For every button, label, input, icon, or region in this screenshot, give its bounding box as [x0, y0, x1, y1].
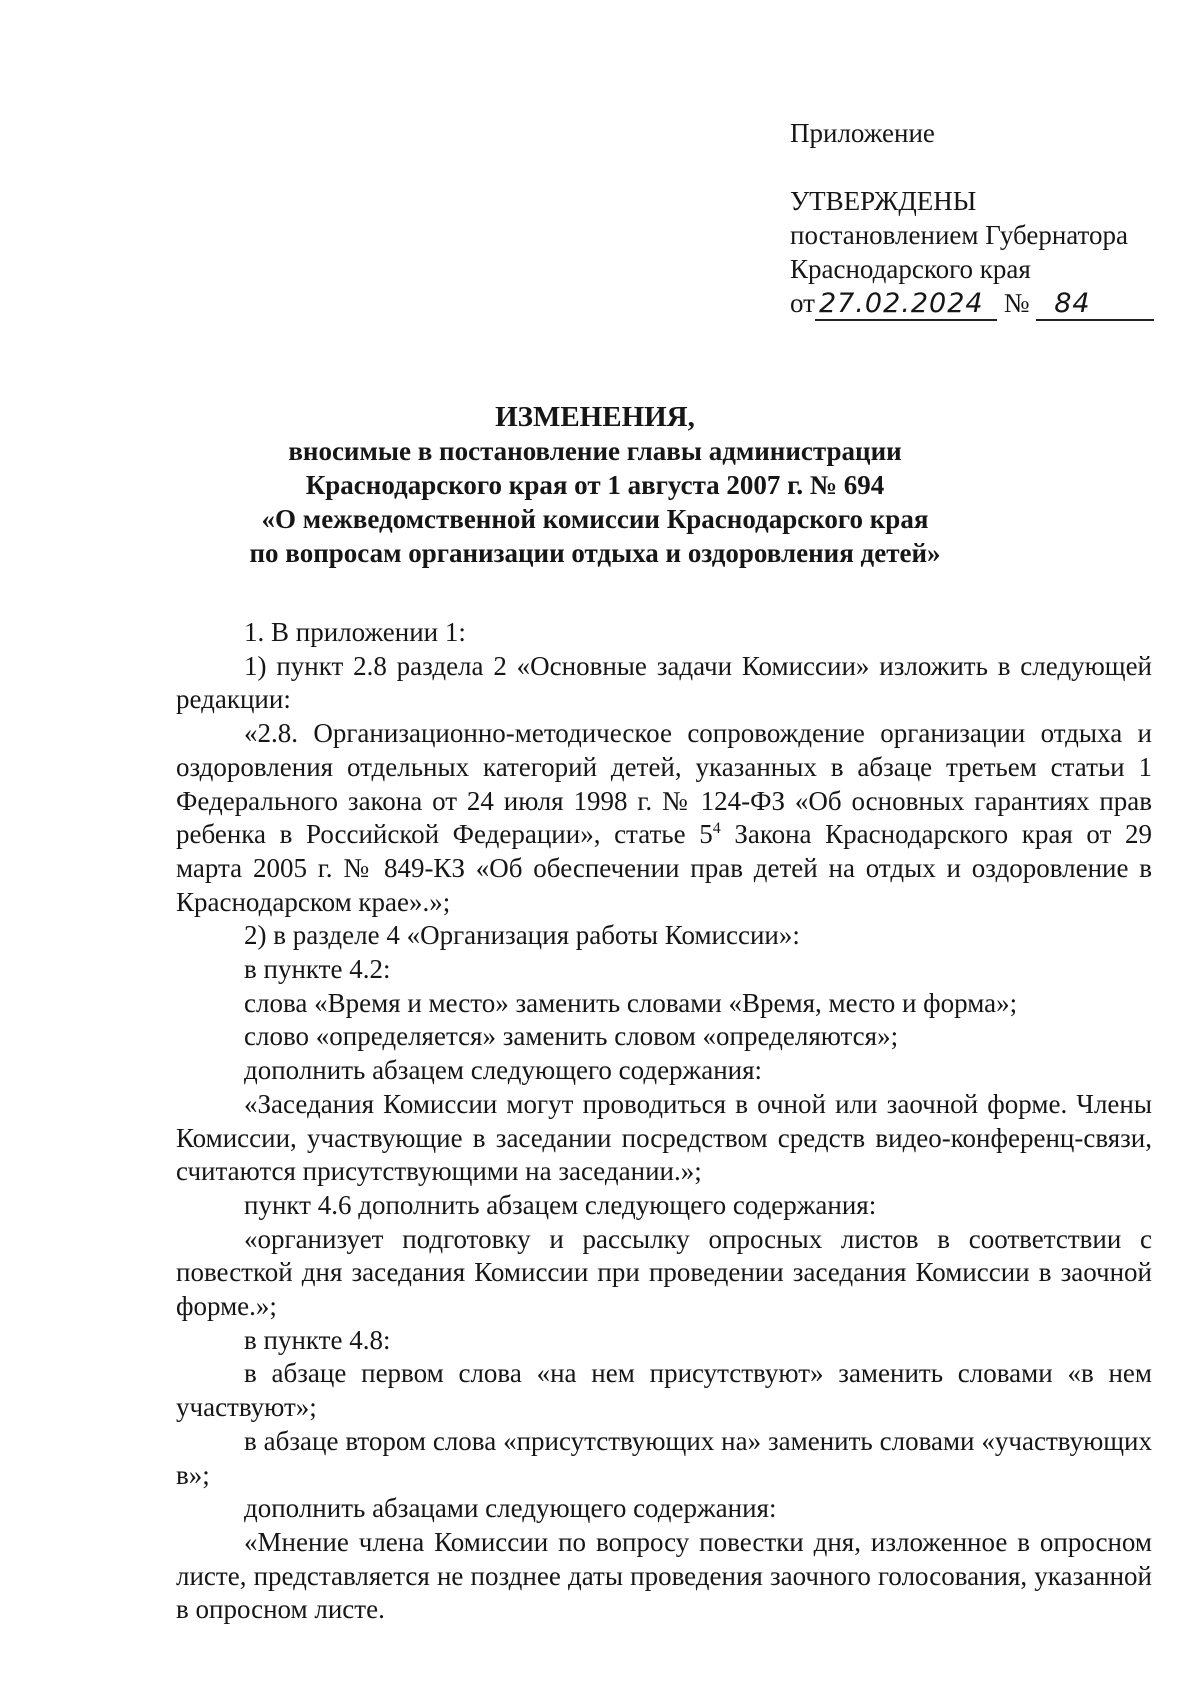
date-prefix: от [790, 288, 815, 318]
approval-date-line [790, 286, 1150, 321]
paragraph-3 [176, 717, 1152, 919]
approved-by-line2: Краснодарского края [790, 254, 1031, 284]
paragraph-13: в абзаце первом слова «на нем присутствуют» заменить словами «в нем участвуют»; [176, 1358, 1152, 1423]
superscript: 4 [712, 820, 721, 838]
paragraph-6: слова «Время и место» заменить словами «Время, место и форма»; [244, 987, 1018, 1018]
appendix-label: Приложение [790, 118, 935, 148]
paragraph-12: в пункте 4.8: [244, 1324, 391, 1355]
paragraph-5: в пункте 4.2: [244, 954, 391, 985]
approved-by-line1: постановлением Губернатора [790, 220, 1128, 250]
handwritten-number: 84 [1036, 289, 1154, 321]
document-title [180, 400, 1010, 570]
approved-label: УТВЕРЖДЕНЫ [790, 186, 977, 216]
approval-block [790, 116, 1150, 321]
title-line-3: «О межведомственной комиссии Краснодарского края [261, 504, 929, 534]
paragraph-11: «организует подготовку и рассылку опросных листов в соответствии с повесткой дня заседания Комиссии при проведении заседания Комиссии в заочной форме.»; [176, 1223, 1152, 1322]
paragraph-9: «Заседания Комиссии могут проводиться в очной или заочной форме. Члены Комиссии, участвующие в заседании посредством средств видео-конференц-связи, считаются присутствующими на заседании.»; [176, 1088, 1152, 1187]
title-line-4: по вопросам организации отдыха и оздоровления детей» [249, 538, 941, 568]
paragraph-3-text-b: Закона Краснодарского края от 29 марта 2005 г. № 849-КЗ «Об обеспечении прав детей на отдых и оздоровление в Краснодарском крае».»; [176, 819, 1152, 917]
paragraph-7: слово «определяется» заменить словом «определяются»; [244, 1021, 899, 1052]
paragraph-4: 2) в разделе 4 «Организация работы Комиссии»: [244, 920, 800, 951]
paragraph-8: дополнить абзацем следующего содержания: [244, 1055, 763, 1086]
paragraph-2: 1) пункт 2.8 раздела 2 «Основные задачи Комиссии» изложить в следующей редакции: [176, 650, 1152, 715]
handwritten-date: 27.02.2024 [815, 289, 997, 321]
paragraph-3-text-a: «2.8. Организационно-методическое сопровождение организации отдыха и оздоровления отдельных категорий детей, указанных в абзаце третьем статьи 1 Федерального закона от 24 июля 1998 г. № 124-ФЗ «Об основных гарантиях прав ребенка в Российской Федерации», статье 5 [176, 718, 1152, 850]
title-line-1: вносимые в постановление главы администрации [288, 436, 902, 466]
title-line-2: Краснодарского края от 1 августа 2007 г. № 694 [305, 470, 885, 500]
title-main: ИЗМЕНЕНИЯ, [495, 401, 695, 433]
paragraph-14: в абзаце втором слова «присутствующих на» заменить словами «участвующих в»; [176, 1425, 1152, 1490]
paragraph-10: пункт 4.6 дополнить абзацем следующего содержания: [244, 1189, 877, 1220]
number-sign: № [1003, 288, 1030, 318]
paragraph-1: 1. В приложении 1: [244, 617, 466, 647]
paragraph-15: дополнить абзацами следующего содержания: [244, 1493, 777, 1524]
paragraph-16: «Мнение члена Комиссии по вопросу повестки дня, изложенное в опросном листе, представляется не позднее даты проведения заочного голосования, указанной в опросном листе. [176, 1526, 1152, 1625]
document-body [176, 616, 1152, 1627]
